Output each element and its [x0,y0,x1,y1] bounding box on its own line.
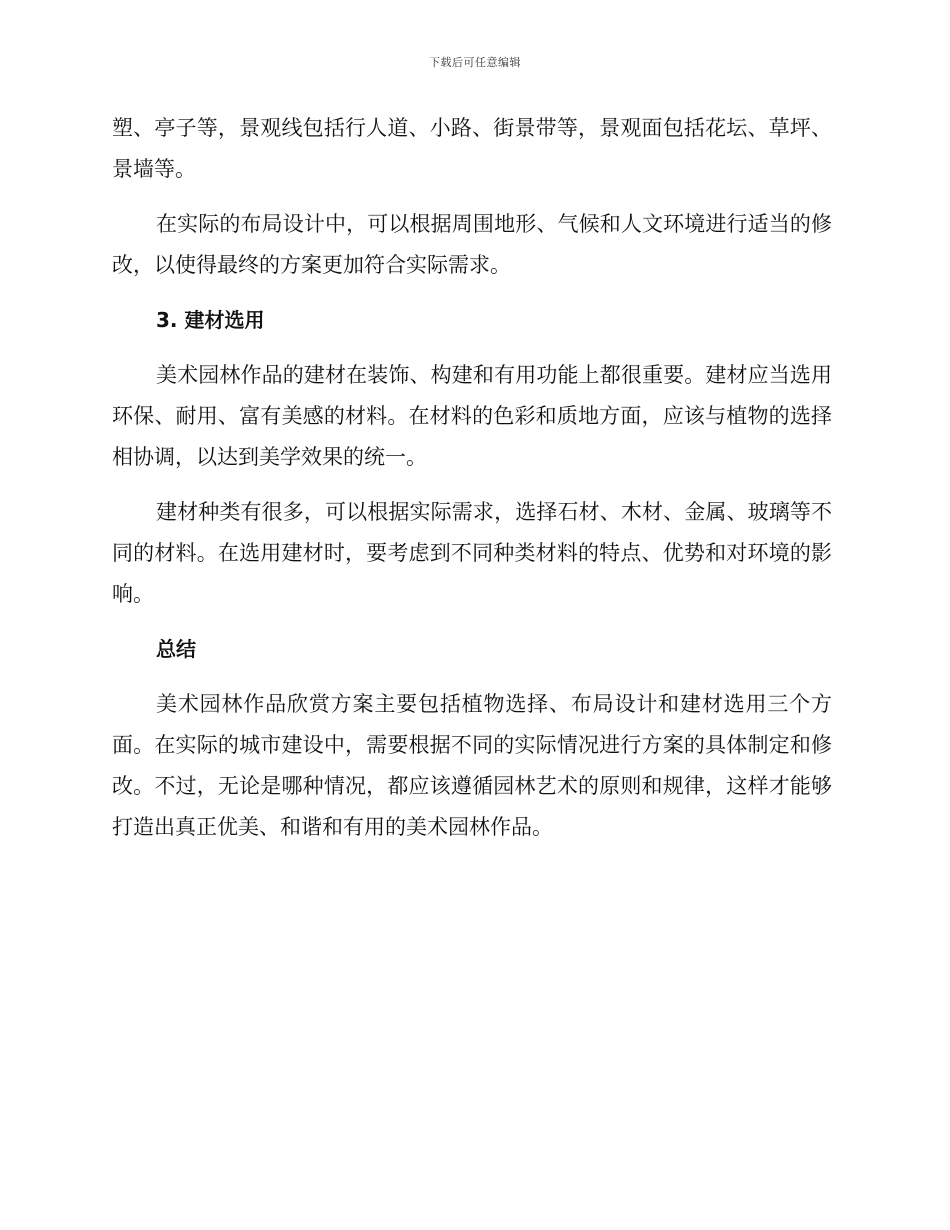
paragraph-materials-importance: 美术园林作品的建材在装饰、构建和有用功能上都很重要。建材应当选用环保、耐用、富有美感的材料。在材料的色彩和质地方面，应该与植物的选择相协调，以达到美学效果的统一。 [112,363,832,469]
heading-materials: 3. 建材选用 [156,308,265,332]
page-header: 下载后可任意编辑 [429,56,521,69]
paragraph-materials-types: 建材种类有很多，可以根据实际需求，选择石材、木材、金属、玻璃等不同的材料。在选用建材时，要考虑到不同种类材料的特点、优势和对环境的影响。 [112,500,832,606]
heading-summary: 总结 [156,637,196,661]
paragraph-intro-continued: 塑、亭子等，景观线包括行人道、小路、街景带等，景观面包括花坛、草坪、景墙等。 [112,116,832,181]
paragraph-layout-adjustment: 在实际的布局设计中，可以根据周围地形、气候和人文环境进行适当的修改，以使得最终的方案更加符合实际需求。 [112,212,832,277]
document-body [112,108,832,848]
paragraph-summary: 美术园林作品欣赏方案主要包括植物选择、布局设计和建材选用三个方面。在实际的城市建设中，需要根据不同的实际情况进行方案的具体制定和修改。不过，无论是哪种情况，都应该遵循园林艺术的原则和规律，这样才能够打造出真正优美、和谐和有用的美术园林作品。 [112,692,832,839]
